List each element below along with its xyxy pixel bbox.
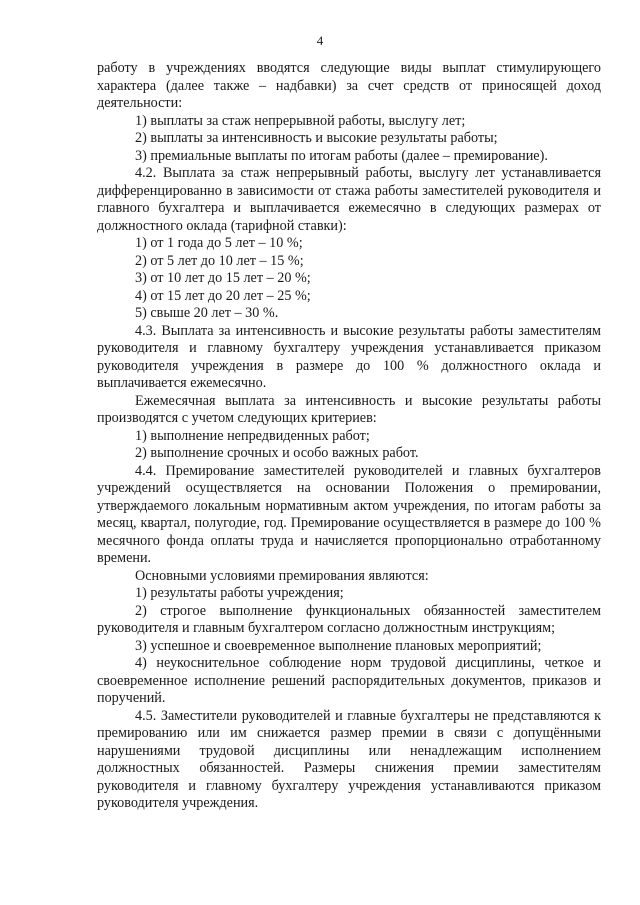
paragraph-4-2: 4.2. Выплата за стаж непрерывный работы, выслугу лет устанавливается дифференцированно в зависимости от стажа работы заместителей руководителя и главного бухгалтера и выплачивается ежемесячно в следующих размерах от должностного оклада (тарифной ставки): [97, 165, 601, 234]
list-item: 1) от 1 года до 5 лет – 10 %; [135, 235, 303, 251]
list-item: 2) выплаты за интенсивность и высокие результаты работы; [135, 130, 498, 146]
list-item: 3) успешное и своевременное выполнение плановых мероприятий; [135, 637, 542, 654]
list-item: 2) выполнение срочных и особо важных работ. [135, 445, 419, 461]
document-body [97, 60, 601, 813]
paragraph-4-3: 4.3. Выплата за интенсивность и высокие результаты работы заместителям руководителя и главному бухгалтеру учреждения устанавливается приказом руководителя учреждения в размере до 100 % должностного оклада и выплачивается ежемесячно. [97, 322, 601, 391]
page-number: 4 [316, 33, 324, 48]
list-item: 1) выплаты за стаж непрерывной работы, выслугу лет; [135, 112, 466, 129]
list-item: 2) строгое выполнение функциональных обязанностей заместителем руководителя и главным бухгалтером согласно должностным инструкциям; [97, 602, 601, 636]
list-item: 4) от 15 лет до 20 лет – 25 %; [135, 287, 311, 304]
paragraph-4-3-criteria: Ежемесячная выплата за интенсивность и высокие результаты работы производятся с учетом следующих критериев: [97, 392, 601, 426]
list-item: 3) премиальные выплаты по итогам работы (далее – премирование). [135, 147, 548, 164]
paragraph-intro: работу в учреждениях вводятся следующие виды выплат стимулирующего характера (далее также – надбавки) за счет средств от приносящей доход деятельности: [97, 60, 601, 111]
list-item: 2) от 5 лет до 10 лет – 15 %; [135, 252, 304, 269]
paragraph-4-4-conditions: Основными условиями премирования являются: [135, 567, 429, 584]
paragraph-4-5: 4.5. Заместители руководителей и главные бухгалтеры не представляются к премированию или им снижается размер премии в связи с допущёнными нарушениями трудовой дисциплины или ненадлежащим исполнением должностных обязанностей. Размеры снижения премии заместителям руководителя и главному бухгалтеру учреждения устанавливаются приказом руководителя учреждения. [97, 707, 601, 811]
list-item: 3) от 10 лет до 15 лет – 20 %; [135, 270, 311, 286]
list-item: 1) выполнение непредвиденных работ; [135, 427, 370, 444]
list-item: 5) свыше 20 лет – 30 %. [135, 305, 279, 321]
list-item: 4) неукоснительное соблюдение норм трудовой дисциплины, четкое и своевременное исполнение решений распорядительных документов, приказов и поручений. [97, 655, 601, 706]
list-item: 1) результаты работы учреждения; [135, 585, 344, 601]
paragraph-4-4: 4.4. Премирование заместителей руководителей и главных бухгалтеров учреждений осуществляется на основании Положения о премировании, утверждаемого локальным нормативным актом учреждения, по итогам работы за месяц, квартал, полугодие, год. Премирование осуществляется в размере до 100 % месячного фонда оплаты труда и начисляется пропорционально отработанному времени. [97, 462, 601, 566]
